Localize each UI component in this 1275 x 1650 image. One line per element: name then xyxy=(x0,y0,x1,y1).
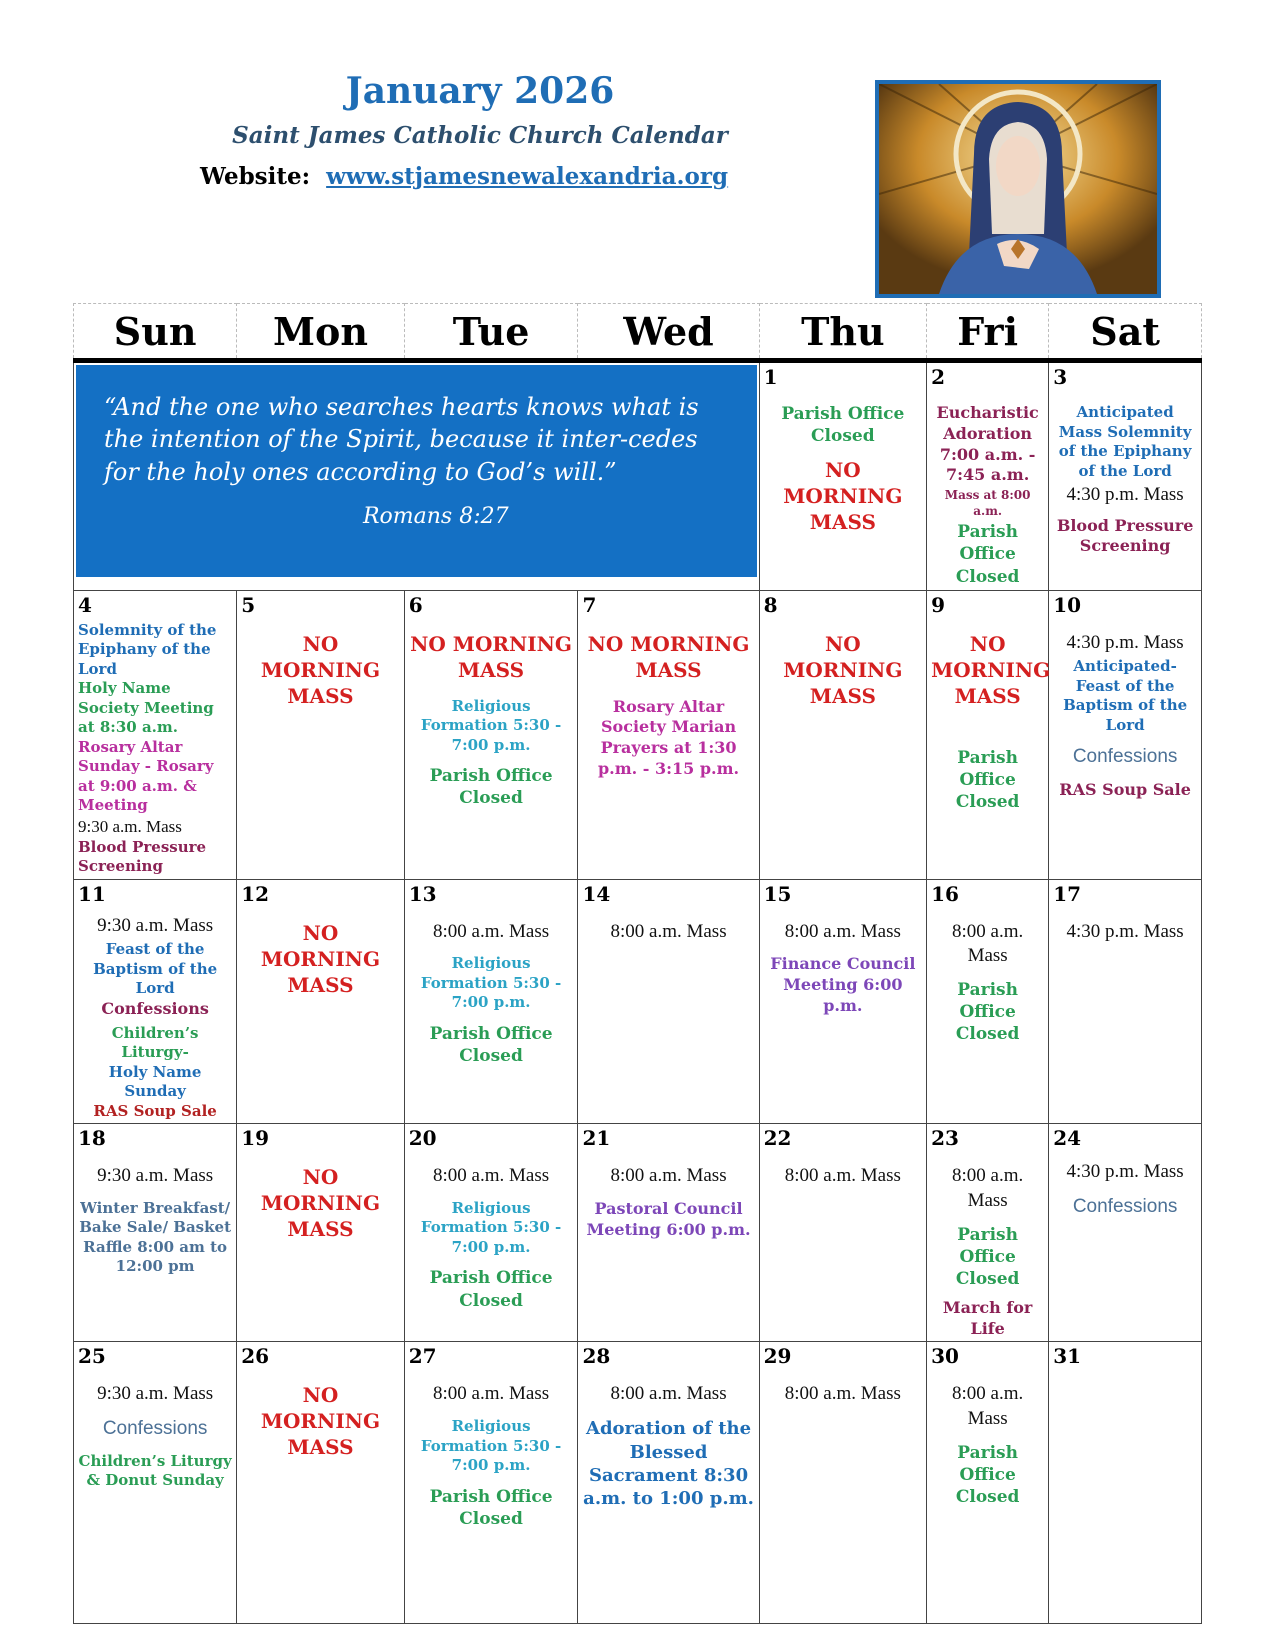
day-number: 16 xyxy=(931,881,959,906)
weekday-tue: Tue xyxy=(404,304,578,361)
day-number: 1 xyxy=(763,365,778,389)
website-label: Website: xyxy=(200,163,311,190)
event: Religious Formation 5:30 - 7:00 p.m. xyxy=(420,1417,562,1475)
event: NO MORNING MASS xyxy=(260,631,381,708)
day-number: 9 xyxy=(931,592,945,617)
event: Parish Office Closed xyxy=(429,1268,553,1311)
event: Parish Office Closed xyxy=(429,1023,553,1067)
day-cell xyxy=(927,1124,1049,1342)
scripture-quote-cell xyxy=(74,361,760,591)
event: 8:00 a.m. Mass xyxy=(784,1165,901,1187)
event: RAS Soup Sale xyxy=(1059,780,1191,800)
event: Blood Pressure Screening xyxy=(78,837,207,876)
day-cell xyxy=(1049,590,1202,879)
day-cell xyxy=(74,1342,237,1624)
event: 8:00 a.m. Mass xyxy=(610,920,727,942)
day-number: 22 xyxy=(763,1126,792,1151)
event: Parish Office Closed xyxy=(781,404,905,447)
event: Parish Office Closed xyxy=(955,1442,1020,1508)
event: 4:30 p.m. Mass xyxy=(1066,631,1184,653)
event: 4:30 p.m. Mass xyxy=(1066,484,1184,505)
event: 9:30 a.m. Mass xyxy=(97,1383,214,1405)
day-number: 12 xyxy=(241,881,270,906)
day-number: 7 xyxy=(582,592,597,617)
day-number: 28 xyxy=(582,1344,611,1369)
week-row xyxy=(74,1342,1202,1624)
event: Blood Pressure Screening xyxy=(1056,515,1194,556)
day-number: 6 xyxy=(408,592,423,617)
week-row xyxy=(74,1124,1202,1342)
day-number: 26 xyxy=(241,1344,270,1369)
event: NO MORNING MASS xyxy=(931,631,1051,708)
stained-glass-mary-image xyxy=(875,80,1161,298)
day-number: 19 xyxy=(241,1126,270,1151)
event: March for Life xyxy=(942,1297,1033,1338)
day-number: 4 xyxy=(78,592,92,617)
calendar-grid xyxy=(73,303,1202,1624)
event: 8:00 a.m. Mass xyxy=(952,1383,1024,1430)
event: Parish Office Closed xyxy=(429,766,553,809)
day-cell xyxy=(404,590,578,879)
event: Confessions xyxy=(1072,746,1178,768)
event: 8:00 a.m. Mass xyxy=(610,1165,727,1187)
event: Children’s Liturgy- xyxy=(111,1023,199,1062)
stained-glass-illustration xyxy=(879,84,1157,294)
event: Religious Formation 5:30 - 7:00 p.m. xyxy=(420,954,562,1012)
day-cell xyxy=(237,590,404,879)
day-number: 11 xyxy=(78,881,106,906)
day-cell xyxy=(74,590,237,879)
event: Winter Breakfast/ Bake Sale/ Basket Raffle 8:00 am to 12:00 pm xyxy=(79,1198,231,1276)
event: 8:00 a.m. Mass xyxy=(610,1383,727,1405)
event: Religious Formation 5:30 - 7:00 p.m. xyxy=(420,696,562,754)
day-number: 27 xyxy=(408,1344,437,1369)
day-number: 20 xyxy=(408,1126,437,1151)
day-number: 10 xyxy=(1053,592,1082,617)
day-number: 3 xyxy=(1053,365,1068,389)
weekday-thu: Thu xyxy=(759,304,926,361)
event: Confessions xyxy=(101,998,209,1018)
day-cell xyxy=(1049,879,1202,1123)
event: Adoration of the Blessed Sacrament 8:30 a.m. to 1:00 p.m. xyxy=(583,1418,754,1510)
day-cell xyxy=(404,1124,578,1342)
weekday-mon: Mon xyxy=(237,304,404,361)
event: Finance Council Meeting 6:00 p.m. xyxy=(770,954,916,1016)
day-number: 21 xyxy=(582,1126,611,1151)
event: 8:00 a.m. Mass xyxy=(784,1383,901,1405)
day-cell xyxy=(237,1342,404,1624)
event: NO MORNING MASS xyxy=(260,920,381,997)
event: Solemnity of the Epiphany of the Lord xyxy=(78,620,217,678)
scripture-quote xyxy=(76,365,757,577)
day-number: 8 xyxy=(763,592,778,617)
day-cell xyxy=(927,361,1049,591)
event: Children’s Liturgy & Donut Sunday xyxy=(78,1451,232,1490)
day-cell xyxy=(237,1124,404,1342)
website-line xyxy=(140,163,820,190)
event: Parish Office Closed xyxy=(955,1224,1020,1289)
event: 8:00 a.m. Mass xyxy=(952,1165,1024,1211)
event: Parish Office Closed xyxy=(955,747,1020,812)
day-number: 5 xyxy=(241,592,256,617)
event: 4:30 p.m. Mass xyxy=(1066,920,1184,942)
day-cell xyxy=(578,1124,759,1342)
event: NO MORNING MASS xyxy=(410,631,572,682)
day-number: 2 xyxy=(931,365,945,389)
day-cell xyxy=(578,1342,759,1624)
weekday-fri: Fri xyxy=(927,304,1049,361)
day-cell xyxy=(759,1124,926,1342)
day-cell xyxy=(237,879,404,1123)
day-cell xyxy=(578,590,759,879)
day-cell xyxy=(1049,1124,1202,1342)
event: Parish Office Closed xyxy=(429,1486,553,1529)
event: NO MORNING MASS xyxy=(260,1383,381,1460)
day-cell xyxy=(1049,361,1202,591)
day-cell xyxy=(759,879,926,1123)
page-title: January 2026 xyxy=(345,70,615,112)
weekday-sat: Sat xyxy=(1049,304,1202,361)
day-cell xyxy=(759,361,926,591)
event: NO MORNING MASS xyxy=(260,1165,381,1242)
day-number: 18 xyxy=(78,1126,106,1151)
quote-reference: Romans 8:27 xyxy=(362,504,509,530)
event: 9:30 a.m. Mass xyxy=(78,816,182,836)
event: 4:30 p.m. Mass xyxy=(1066,1161,1184,1183)
event: Anticipated Mass Solemnity of the Epiphany of the Lord xyxy=(1058,403,1192,480)
event: Holy Name Sunday xyxy=(108,1062,202,1101)
event: Mass at 8:00 a.m. xyxy=(944,488,1031,518)
event: Holy Name Society Meeting at 8:30 a.m. xyxy=(78,679,214,737)
event: 8:00 a.m. Mass xyxy=(952,920,1024,967)
event: Eucharistic Adoration 7:00 a.m. - 7:45 a.m. xyxy=(936,403,1039,485)
day-cell xyxy=(927,1342,1049,1624)
day-number: 25 xyxy=(78,1344,106,1369)
quote-text: “And the one who searches hearts knows what is the intention of the Spirit, because it inter-cedes for the holy ones according to God’s will.” xyxy=(104,393,699,486)
day-cell xyxy=(404,879,578,1123)
page-subtitle: Saint James Catholic Church Calendar xyxy=(232,122,728,149)
event: 8:00 a.m. Mass xyxy=(433,1383,550,1405)
day-number: 15 xyxy=(763,881,792,906)
event: Anticipated-Feast of the Baptism of the Lord xyxy=(1063,657,1188,734)
day-number: 30 xyxy=(931,1344,959,1369)
event: NO MORNING MASS xyxy=(783,458,903,535)
week-row xyxy=(74,361,1202,591)
day-cell xyxy=(404,1342,578,1624)
weekday-sun: Sun xyxy=(74,304,237,361)
day-number: 23 xyxy=(931,1126,959,1151)
week-row xyxy=(74,879,1202,1123)
event: Rosary Altar Sunday - Rosary at 9:00 a.m. & Meeting xyxy=(78,737,214,815)
event: 9:30 a.m. Mass xyxy=(97,1165,214,1187)
day-number: 13 xyxy=(408,881,437,906)
website-link[interactable]: www.stjamesnewalexandria.org xyxy=(326,163,729,190)
weekday-header-row xyxy=(74,304,1202,361)
event: Rosary Altar Society Marian Prayers at 1:30 p.m. - 3:15 p.m. xyxy=(597,696,740,779)
event: NO MORNING MASS xyxy=(587,631,750,682)
event: Parish Office Closed xyxy=(955,522,1020,587)
event: Feast of the Baptism of the Lord xyxy=(93,940,218,998)
day-cell xyxy=(759,1342,926,1624)
day-cell xyxy=(74,1124,237,1342)
weekday-wed: Wed xyxy=(578,304,759,361)
day-cell xyxy=(927,590,1049,879)
event: Pastoral Council Meeting 6:00 p.m. xyxy=(586,1198,751,1239)
event: RAS Soup Sale xyxy=(93,1101,217,1120)
event: Confessions xyxy=(102,1418,208,1440)
event: Confessions xyxy=(1072,1195,1178,1217)
day-cell xyxy=(759,590,926,879)
calendar-header xyxy=(140,70,820,190)
day-cell xyxy=(74,879,237,1123)
event: Religious Formation 5:30 - 7:00 p.m. xyxy=(420,1198,562,1256)
week-row xyxy=(74,590,1202,879)
event: NO MORNING MASS xyxy=(783,631,903,708)
day-number: 24 xyxy=(1053,1126,1082,1151)
event: 9:30 a.m. Mass xyxy=(97,914,214,936)
day-number: 17 xyxy=(1053,881,1082,906)
day-number: 31 xyxy=(1053,1344,1082,1369)
day-number: 29 xyxy=(763,1344,792,1369)
day-cell xyxy=(927,879,1049,1123)
event: 8:00 a.m. Mass xyxy=(433,920,550,942)
day-cell xyxy=(1049,1342,1202,1624)
day-number: 14 xyxy=(582,881,611,906)
event: Parish Office Closed xyxy=(955,980,1020,1045)
event: 8:00 a.m. Mass xyxy=(433,1165,550,1187)
day-cell xyxy=(578,879,759,1123)
event: 8:00 a.m. Mass xyxy=(784,920,901,942)
